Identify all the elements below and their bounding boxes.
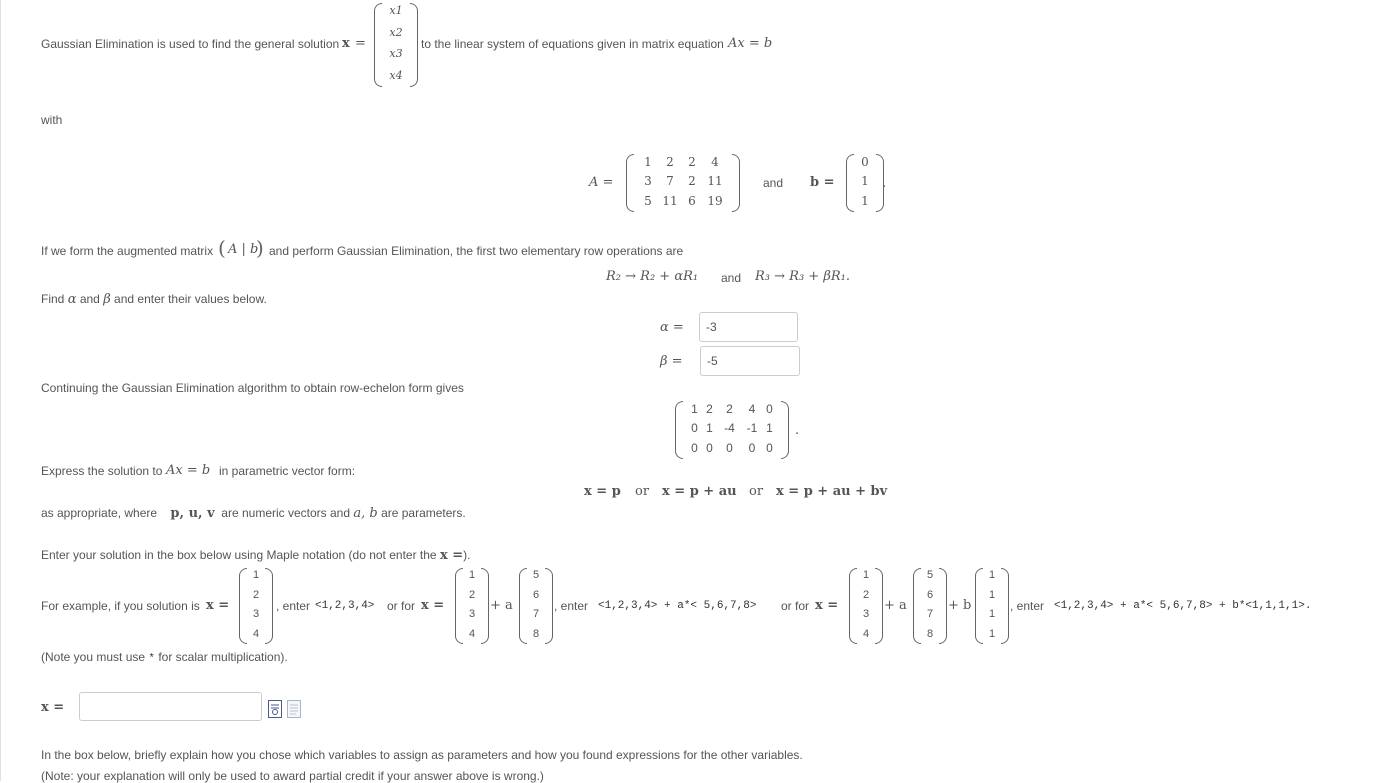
aug-right-paren: ) (256, 236, 264, 260)
example-x-eq-1: x = (206, 598, 230, 613)
example-x-eq-3: x = (815, 598, 839, 613)
with-label: with (41, 113, 63, 127)
example-vector-cell: 2 (252, 588, 260, 601)
matrix-a (626, 154, 740, 212)
note-star-after: for scalar multiplication). (158, 650, 288, 664)
vector-b-cell: 1 (861, 193, 869, 208)
example-vector-cell: 1 (468, 569, 476, 581)
right-paren (265, 568, 273, 644)
matrix-a-cell: 19 (707, 193, 723, 208)
example-vector-cell: 1 (252, 569, 260, 581)
example-vector-cells (527, 568, 545, 644)
find-text (41, 292, 267, 307)
augmented-text-before: If we form the augmented matrix (41, 244, 214, 258)
echelon-cell: 1 (691, 402, 698, 416)
equation-editor-icon[interactable] (268, 700, 282, 718)
express-equation: Ax = b (166, 463, 211, 478)
matrix-a-cell: 3 (644, 174, 652, 189)
intro-text-before: Gaussian Elimination is used to find the general solution (41, 37, 340, 51)
enter-text-before: Enter your solution in the box below using Maple notation (do not enter the (41, 548, 437, 562)
echelon-cell: -1 (746, 421, 758, 436)
note-star-symbol: * (148, 653, 155, 665)
example-code-3: <1,2,3,4> + a*< 5,6,7,8> + b*<1,1,1,1>. (1054, 600, 1312, 612)
x-vector (374, 3, 418, 87)
x-symbol: x (342, 36, 350, 51)
right-paren (732, 154, 740, 212)
matrix-a-label: A = (589, 175, 614, 190)
matrix-a-cell: 7 (666, 174, 674, 189)
example-vector-cell: 3 (468, 608, 476, 620)
example-vector-cell: 8 (532, 627, 540, 640)
example-vector-cell: 1 (988, 569, 996, 581)
left-paren (626, 154, 634, 212)
appropriate-vectors: p, u, v (170, 506, 215, 521)
right-paren (545, 568, 553, 644)
answer-label: x = (41, 700, 65, 715)
example-vector-6 (975, 568, 1009, 644)
example-vector-4 (849, 568, 883, 644)
note-star-text (41, 650, 288, 665)
example-plus-b: + b (948, 598, 972, 613)
appropriate-text (41, 506, 466, 521)
echelon-cell: 0 (748, 440, 756, 455)
left-paren (975, 568, 983, 644)
echelon-cell: 4 (748, 402, 756, 416)
right-paren (481, 568, 489, 644)
example-vector-cell: 6 (532, 588, 540, 601)
note-star-before: (Note you must use (41, 650, 146, 664)
echelon-cell: -4 (724, 421, 735, 436)
example-vector-cell: 1 (988, 588, 996, 601)
example-vector-3 (519, 568, 553, 644)
matrix-a-cell: 11 (707, 174, 723, 189)
enter-text-after: ). (463, 548, 471, 562)
vector-b-cell: 0 (861, 155, 869, 169)
example-plus-a-2: + a (884, 598, 907, 613)
express-text-after: in parametric vector form: (219, 464, 356, 478)
intro-text-after: to the linear system of equations given in matrix equation (421, 37, 724, 51)
example-vector-cell: 7 (532, 608, 540, 620)
echelon-cell: 2 (726, 402, 733, 416)
example-vector-cell: 5 (926, 569, 934, 581)
form-3: x = p + au + bv (776, 484, 888, 499)
right-paren (410, 3, 418, 87)
example-vector-cell: 1 (988, 608, 996, 620)
example-or-for-1: or for (387, 599, 416, 613)
enter-text-symbol: x = (439, 548, 464, 563)
vector-b (846, 154, 887, 212)
form-2: x = p + au (662, 484, 737, 499)
left-paren (519, 568, 527, 644)
example-code-1: <1,2,3,4> (315, 600, 375, 612)
example-vector-cells (857, 568, 875, 644)
echelon-cell: 1 (706, 421, 713, 436)
left-paren (846, 154, 854, 212)
find-alpha-symbol: α (67, 292, 77, 307)
row-operation-1: R₂ → R₂ + αR₁ (606, 269, 699, 284)
matrix-a-cell: 5 (644, 193, 652, 208)
x-vector-cell: x3 (389, 47, 403, 60)
left-paren (849, 568, 857, 644)
example-vector-cells (921, 568, 939, 644)
echelon-period: . (795, 423, 800, 438)
vector-b-period: . (882, 176, 887, 191)
matrix-equation: Ax = b (728, 36, 773, 51)
example-vector-5 (913, 568, 947, 644)
appropriate-middle: are numeric vectors and (221, 506, 351, 520)
vector-b-cell: 1 (861, 174, 869, 189)
beta-label: β = (660, 354, 683, 369)
form-1: x = p (584, 484, 621, 499)
x-vector-cell: x4 (389, 68, 403, 82)
example-vector-cell: 4 (468, 627, 476, 640)
aug-left-paren: ( (218, 236, 226, 260)
example-vector-cell: 3 (862, 608, 870, 620)
and-label: and (763, 176, 784, 190)
matrix-a-cell: 2 (666, 155, 674, 169)
appropriate-before: as appropriate, where (41, 506, 158, 520)
row-ops-and: and (721, 271, 742, 285)
matrix-a-cell: 1 (644, 155, 652, 169)
example-enter-3: , enter (1010, 599, 1045, 613)
matrix-a-cell: 2 (688, 155, 696, 169)
example-or-for-2: or for (781, 599, 810, 613)
right-paren (781, 401, 789, 459)
example-lead: For example, if you solution is (41, 599, 200, 613)
example-code-2: <1,2,3,4> + a*< 5,6,7,8> (598, 600, 757, 612)
example-vector-cell: 2 (862, 588, 870, 601)
echelon-cell: 2 (706, 402, 713, 416)
augmented-matrix: A | b (228, 242, 259, 257)
example-vector-cell: 7 (926, 608, 934, 620)
right-paren (1001, 568, 1009, 644)
express-text-before: Express the solution to (41, 464, 163, 478)
alpha-input[interactable] (699, 312, 798, 342)
enter-solution-text (41, 548, 470, 563)
example-vector-1 (239, 568, 273, 644)
example-vector-cell: 4 (862, 627, 870, 640)
echelon-matrix (675, 401, 789, 459)
echelon-cell: 0 (706, 440, 713, 455)
explain-text: In the box below, briefly explain how you chose which variables to assign as parameters and how you found expressions for the other variables. (41, 748, 803, 762)
right-paren (939, 568, 947, 644)
example-vector-cell: 2 (468, 588, 476, 601)
right-paren (875, 568, 883, 644)
augmented-text-after: and perform Gaussian Elimination, the first two elementary row operations are (269, 244, 684, 258)
echelon-cell: 1 (766, 421, 773, 436)
left-paren (374, 3, 382, 87)
form-or-2: or (749, 484, 764, 499)
example-vector-cell: 5 (532, 569, 540, 581)
left-paren (455, 568, 463, 644)
find-text-before: Find (41, 292, 65, 306)
left-paren (675, 401, 683, 459)
page-left-border (0, 0, 1, 781)
form-or-1: or (635, 484, 650, 499)
matrix-a-cell: 6 (688, 193, 696, 208)
example-vector-cell: 1 (862, 569, 870, 581)
example-vector-cell: 8 (926, 627, 934, 640)
example-vector-cell: 4 (252, 627, 260, 640)
example-enter-1: , enter (276, 599, 311, 613)
answer-input[interactable] (79, 692, 262, 721)
vector-b-label: b = (810, 175, 835, 190)
appropriate-after: are parameters. (381, 506, 466, 520)
x-vector-cell: x2 (389, 25, 403, 39)
echelon-cell: 0 (691, 440, 698, 455)
example-vector-cells (247, 568, 265, 644)
find-beta-symbol: β (103, 292, 111, 307)
equals-sign: = (355, 36, 366, 51)
help-document-icon[interactable] (287, 700, 301, 718)
appropriate-params: a, b (353, 506, 378, 521)
continue-text: Continuing the Gaussian Elimination algorithm to obtain row-echelon form gives (41, 381, 464, 395)
echelon-cell: 0 (726, 440, 733, 455)
x-vector-cell: x1 (389, 4, 403, 17)
echelon-cell: 0 (766, 402, 773, 416)
find-text-after: and enter their values below. (114, 292, 267, 306)
example-enter-2: , enter (554, 599, 589, 613)
example-vector-cell: 6 (926, 588, 934, 601)
matrix-a-cell: 4 (711, 155, 719, 169)
explain-note: (Note: your explanation will only be used to award partial credit if your answer above is wrong.) (41, 769, 544, 783)
example-x-eq-2: x = (421, 598, 445, 613)
example-vector-cell: 1 (988, 627, 996, 640)
beta-input[interactable] (700, 346, 800, 376)
example-plus-a-1: + a (490, 598, 513, 613)
example-vector-cells (463, 568, 481, 644)
echelon-cell: 0 (766, 440, 773, 455)
example-vector-2 (455, 568, 489, 644)
find-text-and: and (79, 292, 100, 306)
echelon-cell: 0 (691, 421, 698, 436)
alpha-label: α = (660, 320, 684, 335)
example-vector-cells (983, 568, 1001, 644)
left-paren (913, 568, 921, 644)
row-operation-2: R₃ → R₃ + βR₁. (755, 269, 850, 284)
example-vector-cell: 3 (252, 608, 260, 620)
left-paren (239, 568, 247, 644)
matrix-a-cell: 11 (662, 193, 678, 208)
matrix-a-cell: 2 (688, 174, 696, 189)
